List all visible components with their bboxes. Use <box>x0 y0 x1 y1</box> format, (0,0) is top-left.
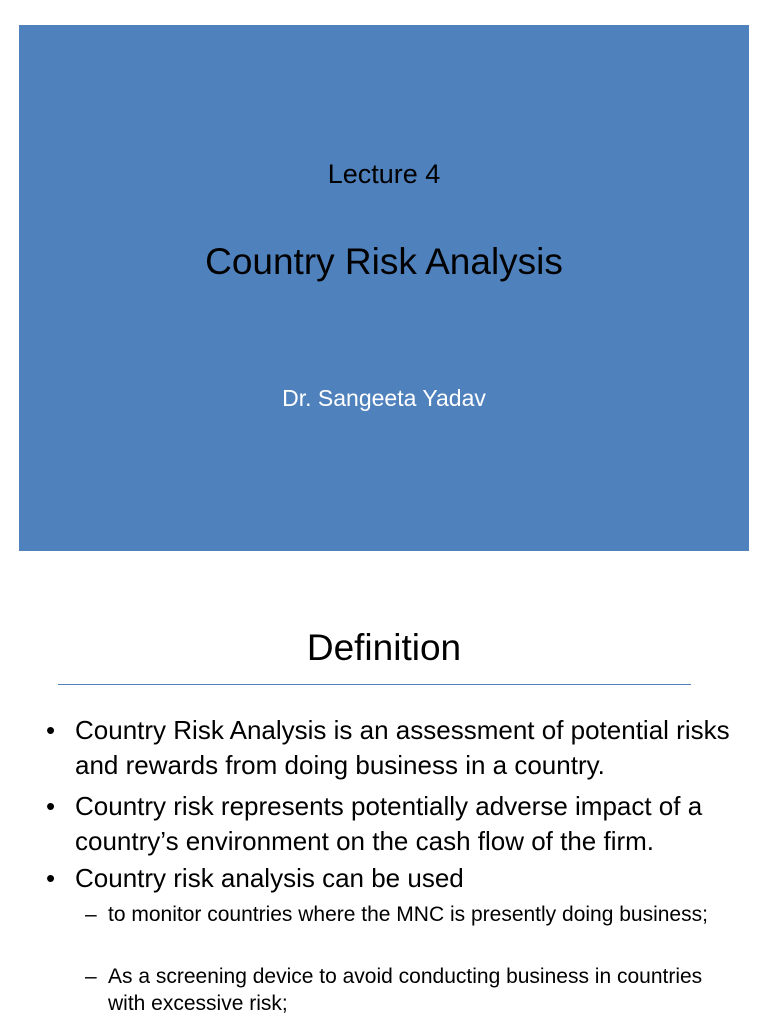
bullet-text: Country risk represents potentially adverse impact of a country’s environment on the cash flow of the firm. <box>75 791 703 856</box>
author-name: Dr. Sangeeta Yadav <box>282 385 486 411</box>
bullet-item <box>46 861 736 896</box>
presentation-title: Country Risk Analysis <box>205 241 563 282</box>
bullet-icon: • <box>46 863 56 893</box>
lecture-number: Lecture 4 <box>327 159 441 189</box>
bullet-text: Country Risk Analysis is an assessment of potential risks and rewards from doing business in a country. <box>75 715 730 780</box>
slide-heading: Definition <box>306 627 462 668</box>
title-slide <box>19 25 749 551</box>
bullet-icon: • <box>46 791 56 821</box>
dash-icon: – <box>85 903 97 926</box>
sub-bullet-text: As a screening device to avoid conducting business in countries with excessive risk; <box>108 965 703 1015</box>
bullet-item <box>46 789 736 859</box>
sub-bullet-item <box>85 901 725 928</box>
bullet-text: Country risk analysis can be used <box>75 863 464 893</box>
dash-icon: – <box>85 965 97 988</box>
heading-divider <box>58 684 691 685</box>
definition-slide <box>0 600 768 1024</box>
sub-bullet-text: to monitor countries where the MNC is presently doing business; <box>108 903 708 926</box>
bullet-icon: • <box>46 715 56 745</box>
bullet-item <box>46 713 736 783</box>
sub-bullet-item <box>85 963 725 1017</box>
